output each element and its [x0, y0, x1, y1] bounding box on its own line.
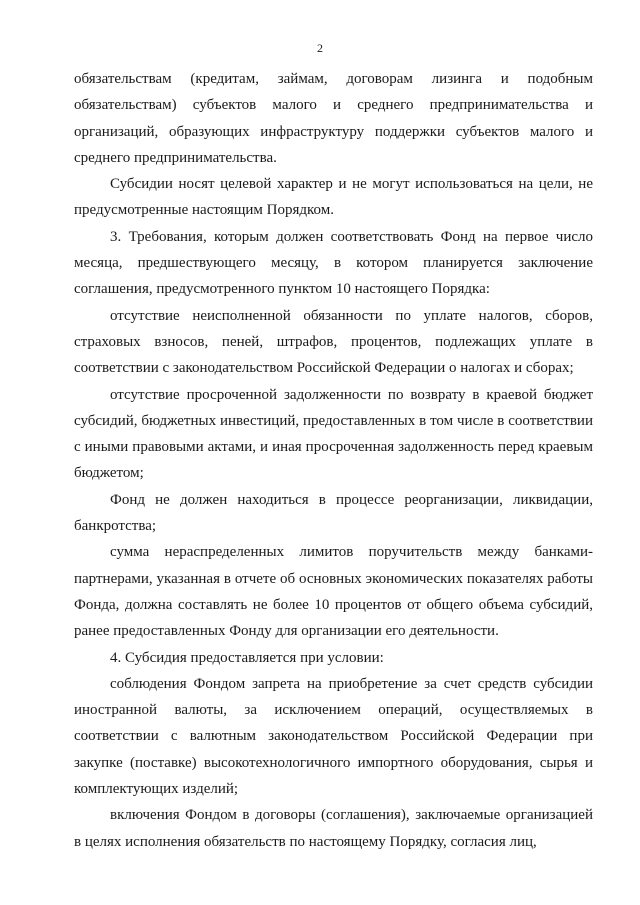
- paragraph-contract-consent: включения Фондом в договоры (соглашения), заключаемые организацией в целях исполнения обязательств по настоящему Порядку, согласия лиц,: [74, 807, 593, 850]
- document-body: [74, 66, 593, 855]
- paragraph-no-budget-debt: отсутствие просроченной задолженности по возврату в краевой бюджет субсидий, бюджетных инвестиций, предоставленных в том числе в соответствии с иными правовыми актами, и иная просроченная задолженность перед краевым бюджетом;: [74, 386, 593, 482]
- paragraph-conditions-heading: 4. Субсидия предоставляется при условии:: [110, 649, 384, 666]
- paragraph-currency-ban: соблюдения Фондом запрета на приобретение за счет средств субсидии иностранной валюты, за исключением операций, осуществляемых в соответствии с валютным законодательством Российской Федерации при закупке (поставке) высокотехнологичного импортного оборудования, сырья и комплектующих изделий;: [74, 675, 593, 798]
- paragraph-no-tax-debt: отсутствие неисполненной обязанности по уплате налогов, сборов, страховых взносов, пеней, штрафов, процентов, подлежащих уплате в соответствии с законодательством Российской Федерации о налогах и сборах;: [74, 307, 593, 377]
- page-number: 2: [317, 41, 323, 55]
- paragraph-no-reorganization: Фонд не должен находиться в процессе реорганизации, ликвидации, банкротства;: [74, 491, 593, 535]
- paragraph-subsidy-purpose: Субсидии носят целевой характер и не могут использоваться на цели, не предусмотренные настоящим Порядком.: [74, 176, 593, 219]
- paragraph-requirements-heading: 3. Требования, которым должен соответствовать Фонд на первое число месяца, предшествующего месяцу, в котором планируется заключение соглашения, предусмотренного пунктом 10 настоящего Порядка:: [74, 228, 593, 298]
- paragraph-guarantee-limits: сумма нераспределенных лимитов поручительств между банками-партнерами, указанная в отчете об основных экономических показателях работы Фонда, должна составлять не более 10 процентов от общего объема субсидий, ранее предоставленных Фонду для организации его деятельности.: [74, 544, 593, 640]
- paragraph-continuation: обязательствам (кредитам, займам, договорам лизинга и подобным обязательствам) субъектов малого и среднего предпринимательства и организаций, образующих инфраструктуру поддержки субъектов малого и среднего предпринимательства.: [74, 71, 593, 166]
